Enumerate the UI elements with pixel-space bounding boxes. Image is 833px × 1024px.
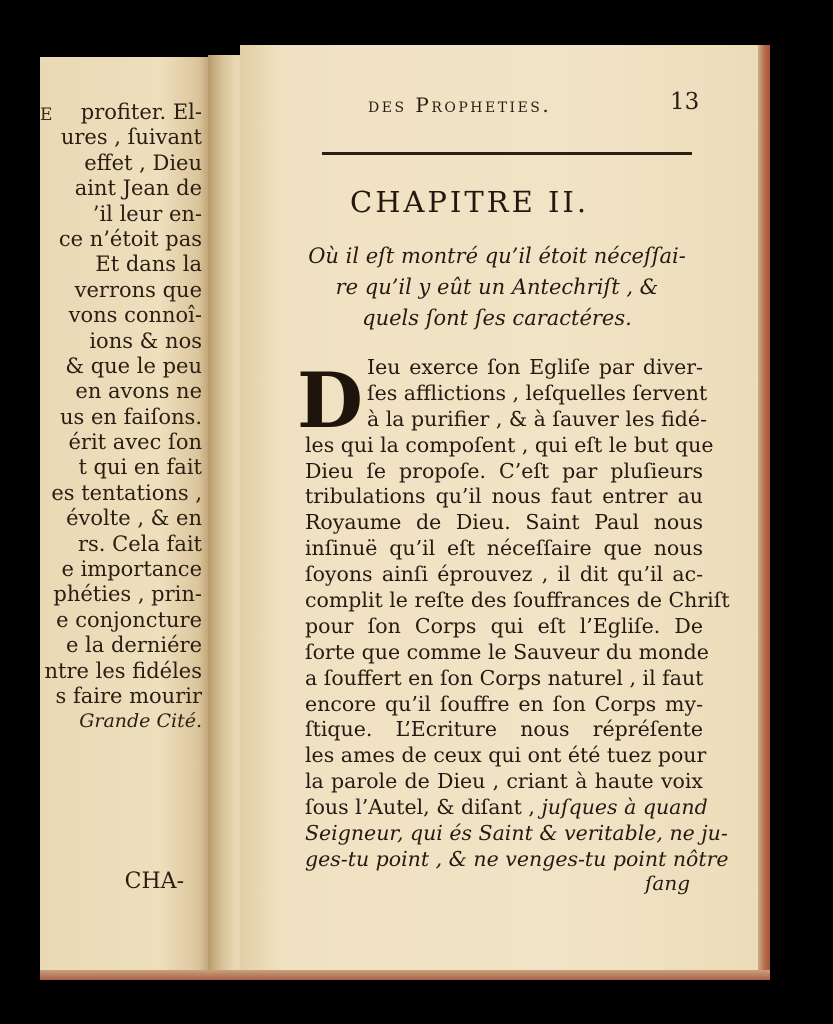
body-text-line: pour ſon Corps qui eſt l’Egliſe. De: [305, 613, 703, 638]
body-italic-segment: juſques à quand: [541, 795, 708, 820]
body-text-segment: ſous l’Autel, & diſant ,: [305, 795, 542, 820]
left-running-head-fragment: E: [40, 105, 55, 125]
left-text-line: Et dans la: [95, 252, 202, 277]
left-page-text: [45, 100, 203, 735]
left-text-line: effet , Dieu: [84, 150, 202, 175]
body-text-line: Dieu ſe propoſe. C’eſt par pluſieurs: [305, 458, 703, 483]
page-bottom-edge: [40, 970, 770, 980]
left-text-line: profiter. El-: [80, 100, 202, 124]
left-text-line: ’il leur en-: [92, 201, 202, 226]
running-head: des Propheties.: [368, 93, 552, 117]
left-text-line: ce n’étoit pas: [58, 226, 202, 251]
left-catchword: CHA-: [124, 869, 184, 894]
subtitle-line: Où il eſt montré qu’il étoit néceſſai-: [308, 244, 686, 268]
body-text-line: les qui la compoſent , qui eſt le but que: [305, 432, 714, 457]
open-book: [40, 45, 775, 980]
body-text-line: la parole de Dieu , criant à haute voix: [305, 769, 703, 794]
cover-edge: [758, 45, 770, 980]
subtitle-line: quels ſont ſes caractéres.: [362, 306, 632, 330]
chapter-subtitle: [292, 241, 702, 334]
left-text-line: érit avec ſon: [68, 430, 202, 455]
left-page: [40, 57, 212, 972]
left-text-line: t qui en fait: [78, 455, 202, 480]
body-text-line: encore qu’il ſouffre en ſon Corps my-: [305, 691, 703, 716]
body-text: [305, 355, 730, 873]
body-italic-line: [305, 821, 728, 847]
body-text-line: ſtique. L’Ecriture nous répréſente: [305, 717, 703, 742]
left-text-line: phéties , prin-: [53, 582, 202, 607]
body-italic-segment: ges-tu point , & ne venges-tu point nôtre: [305, 846, 729, 871]
left-text-line: vons connoî-: [68, 303, 202, 328]
body-text-line: [305, 795, 708, 821]
left-text-line: en avons ne: [75, 379, 202, 404]
left-text-line: ures , ſuivant: [60, 125, 202, 150]
left-text-line: aint Jean de: [74, 176, 202, 201]
chapter-title: CHAPITRE II.: [350, 185, 590, 219]
left-text-line: évolte , & en: [66, 506, 202, 531]
left-text-line: es tentations ,: [51, 480, 202, 505]
body-text-line: ſorte que comme le Sauveur du monde: [305, 639, 709, 664]
left-text-line: e la derniére: [65, 633, 202, 658]
left-text-line: us en faiſons.: [59, 404, 202, 429]
page-number: 13: [670, 89, 700, 115]
body-text-line: tribulations qu’il nous faut entrer au: [305, 484, 703, 509]
body-text-line: à la purifier , & à ſauver les fidé-: [367, 406, 707, 431]
left-text-line: ntre les fidéles: [44, 658, 202, 683]
right-page: [240, 45, 765, 975]
left-text-line: s faire mourir: [55, 683, 202, 708]
left-text-line: e importance: [61, 557, 202, 582]
left-text-line: & que le peu: [65, 353, 202, 378]
body-text-line: inſinuë qu’il eſt néceſſaire que nous: [305, 536, 703, 561]
left-text-line: Grande Cité.: [79, 710, 202, 733]
body-text-line: ſoyons ainſi éprouvez , il dit qu’il ac-: [305, 562, 703, 587]
body-text-line: Royaume de Dieu. Saint Paul nous: [305, 510, 703, 535]
subtitle-line: re qu’il y eût un Antechriſt , &: [335, 275, 659, 299]
left-text-line: e conjoncture: [56, 607, 202, 632]
body-text-line: les ames de ceux qui ont été tuez pour: [305, 743, 707, 768]
body-text-line: complit le reſte des ſouffrances de Chriſt: [305, 588, 730, 613]
body-italic-segment: Seigneur, qui és Saint & veritable, ne ju-: [305, 821, 728, 846]
drop-cap: D: [297, 356, 363, 445]
body-text-line: Ieu exerce ſon Egliſe par diver-: [367, 355, 703, 379]
left-text-line: ions & nos: [89, 328, 202, 353]
catchword: ſang: [645, 871, 691, 895]
left-text-line: rs. Cela fait: [77, 531, 202, 556]
body-text-line: ſes afflictions , leſquelles ſervent: [367, 380, 708, 405]
left-text-line: verrons que: [74, 277, 202, 302]
body-italic-line: [305, 846, 729, 873]
header-rule: [322, 152, 692, 155]
body-text-line: a ſouffert en ſon Corps naturel , il faut: [305, 665, 704, 690]
